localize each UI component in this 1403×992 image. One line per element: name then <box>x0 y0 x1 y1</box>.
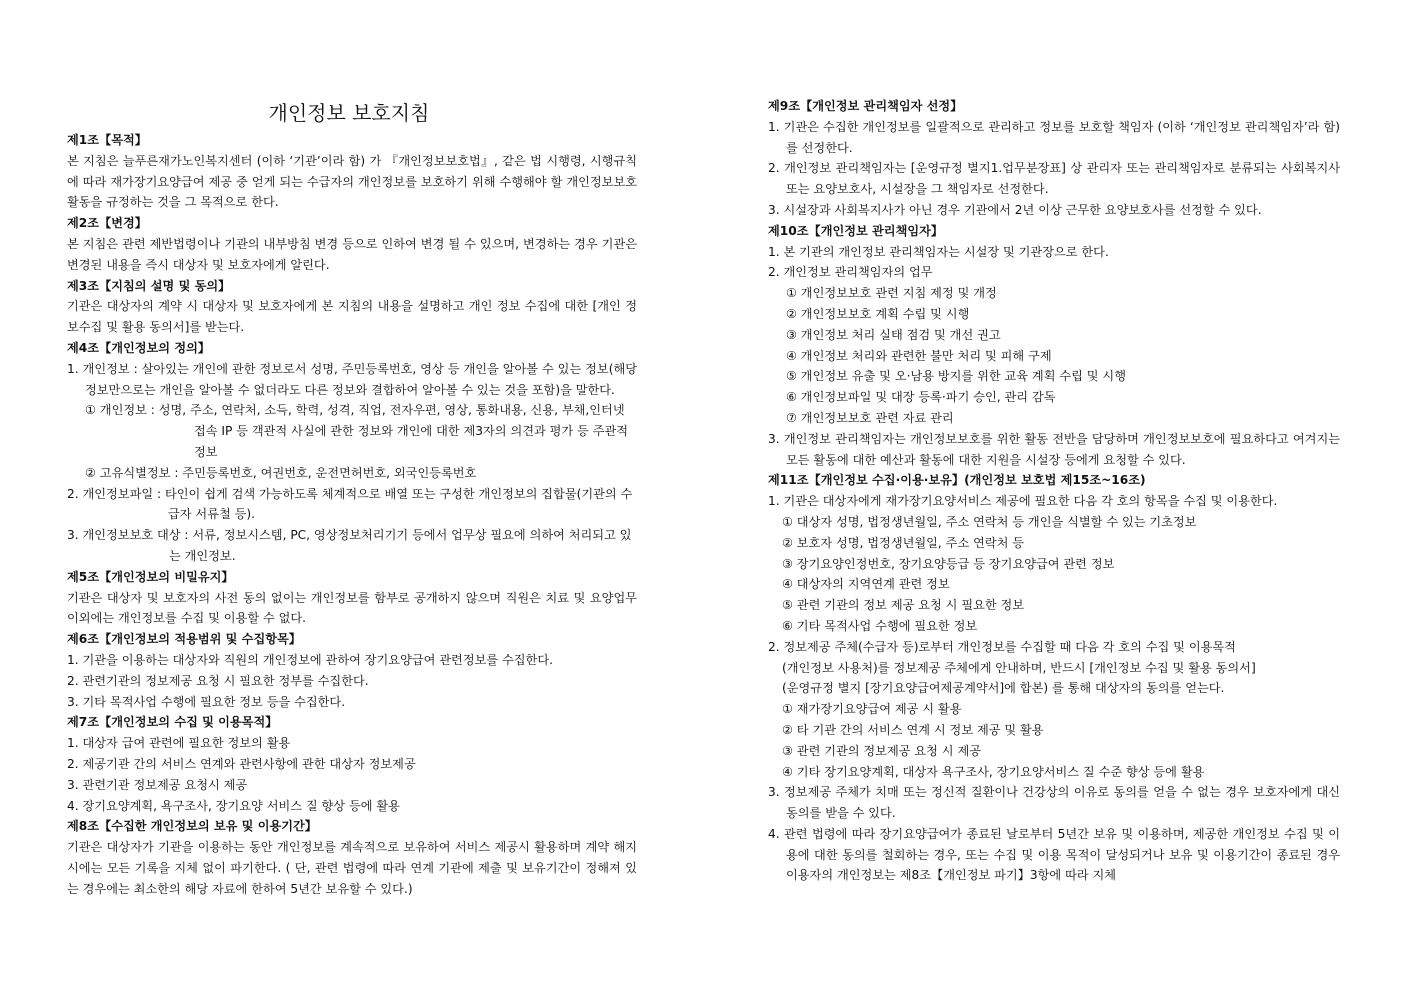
article-4-heading: 제4조【개인정보의 정의】 <box>67 340 211 355</box>
list-item: 2. 제공기관 간의 서비스 연계와 관련사항에 관한 대상자 정보제공 <box>67 756 416 771</box>
list-item: ⑥ 개인정보파일 및 대장 등록·파기 승인, 관리 감독 <box>786 390 1056 405</box>
article-11-item-1: 1. 기관은 대상자에게 재가장기요양서비스 제공에 필요한 다음 각 호의 항목을 수집 및 이용한다. <box>768 494 1278 509</box>
list-item: ④ 개인정보 처리와 관련한 불만 처리 및 피해 구제 <box>786 348 1052 363</box>
list-item: ③ 관련 기관의 정보제공 요청 시 제공 <box>782 743 981 758</box>
article-5-text: 기관은 대상자 및 보호자의 사전 동의 없이는 개인정보를 함부로 공개하지 않으며 직원은 치료 및 요양업무 이외에는 개인정보를 수집 및 이용할 수 없다. <box>67 590 637 626</box>
list-item: 3. 기타 목적사업 수행에 필요한 정보 등을 수집한다. <box>67 694 346 709</box>
list-item: ⑦ 개인정보보호 관련 자료 관리 <box>786 410 954 425</box>
list-item: ⑤ 개인정보 유출 및 오·남용 방지를 위한 교육 계획 수립 및 시행 <box>786 369 1126 384</box>
article-4-item-3: 3. 개인정보보호 대상 : 서류, 정보시스템, PC, 영상정보처리기기 등에서 업무상 필요에 의하여 처리되고 있는 개인정보. <box>67 528 632 563</box>
list-item: ② 개인정보보호 계획 수립 및 시행 <box>786 306 970 321</box>
list-item: ③ 개인정보 처리 실태 점검 및 개선 권고 <box>786 327 1001 342</box>
article-10-item-1: 1. 본 기관의 개인정보 관리책임자는 시설장 및 기관장으로 한다. <box>768 244 1109 259</box>
list-item: 2. 관련기관의 정보제공 요청 시 필요한 정부를 수집한다. <box>67 673 369 688</box>
list-item: 1. 대상자 급여 관련에 필요한 정보의 활용 <box>67 736 291 751</box>
article-4-subitem-1: ① 개인정보 : 성명, 주소, 연락처, 소득, 학력, 성격, 직업, 전자우편, 영상, 통화내용, 신용, 부채,인터넷 접속 IP 등 객관적 사실에 관한 정보와 개인에 대한 제3자의 의견과 평가 등 주관적 정보 <box>85 403 629 459</box>
article-11-item-2-line-2: (개인정보 사용처)를 정보제공 주체에게 안내하며, 반드시 [개인정보 수집 및 활용 동의서] <box>782 660 1256 675</box>
article-2-text: 본 지침은 관련 제반법령이나 기관의 내부방침 변경 등으로 인하여 변경 될 수 있으며, 변경하는 경우 기관은 변경된 내용을 즉시 대상자 및 보호자에게 알린다. <box>67 236 637 272</box>
article-7-heading: 제7조【개인정보의 수집 및 이용목적】 <box>67 715 278 730</box>
article-1-text: 본 지침은 늘푸른재가노인복지센터 (이하 ‘기관’이라 함) 가 『개인정보보호법』, 같은 법 시행령, 시행규칙에 따라 재가장기요양급여 제공 중 얻게 되는 수급자의 개인정보를 보호하기 위해 수행해야 할 개인정보보호 활동을 규정하는 것을 그 목적으로 한다. <box>67 153 637 210</box>
list-item: 2. 개인정보 관리책임자는 [운영규정 별지1.업무분장표] 상 관리자 또는 관리책임자로 분류되는 사회복지사 또는 요양보호사, 시설장을 그 책임자로 선정한다. <box>768 161 1340 197</box>
page-title: 개인정보 보호지침 <box>268 101 430 125</box>
article-1-heading: 제1조【목적】 <box>67 133 147 147</box>
article-10-heading: 제10조【개인정보 관리책임자】 <box>768 223 944 238</box>
list-item: ③ 장기요양인정번호, 장기요양등급 등 장기요양급여 관련 정보 <box>782 556 1115 571</box>
list-item: 3. 시설장과 사회복지사가 아닌 경우 기관에서 2년 이상 근무한 요양보호사를 선정할 수 있다. <box>768 202 1262 217</box>
article-4-subitem-2: ② 고유식별정보 : 주민등록번호, 여권번호, 운전면허번호, 외국인등록번호 <box>85 465 477 480</box>
article-11-heading: 제11조【개인정보 수집·이용·보유】(개인정보 보호법 제15조~16조) <box>768 473 1146 488</box>
article-3-text: 기관은 대상자의 계약 시 대상자 및 보호자에게 본 지침의 내용을 설명하고 개인 정보 수집에 대한 [개인 정보수집 및 활용 동의서]를 받는다. <box>67 299 637 335</box>
list-item: ④ 대상자의 지역연계 관련 정보 <box>782 577 950 592</box>
article-8-heading: 제8조【수집한 개인정보의 보유 및 이용기간】 <box>67 819 317 834</box>
list-item: ② 타 기관 간의 서비스 연계 시 정보 제공 및 활용 <box>782 722 1044 737</box>
article-4-item-1: 1. 개인정보 : 살아있는 개인에 관한 정보로서 성명, 주민등록번호, 영상 등 개인을 알아볼 수 있는 정보(해당 정보만으로는 개인을 알아볼 수 없더라도 다른 정보와 결합하여 알아볼 수 있는 것을 포함)을 말한다. <box>67 361 637 397</box>
article-3-heading: 제3조【지침의 설명 및 동의】 <box>67 278 231 293</box>
article-9-heading: 제9조【개인정보 관리책임자 선정】 <box>768 99 963 113</box>
list-item: ⑤ 관련 기관의 정보 제공 요청 시 필요한 정보 <box>782 598 1025 613</box>
article-8-text: 기관은 대상자가 기관을 이용하는 동안 개인정보를 계속적으로 보유하여 서비스 제공시 활용하며 계약 해지시에는 모든 기록을 지체 없이 파기한다. ( 단, 관련 법령에 따라 연계 기관에 제출 및 보유기간이 정해져 있는 경우에는 최소한의 해당 자료에 한하여 5년간 보유할 수 있다.) <box>67 840 637 896</box>
article-11-item-2-line-1: 2. 정보제공 주체(수급자 등)로부터 개인정보를 수집할 때 다음 각 호의 수집 및 이용목적 <box>768 639 1236 654</box>
article-2-heading: 제2조【변경】 <box>67 216 147 231</box>
list-item: ⑥ 기타 목적사업 수행에 필요한 정보 <box>782 618 978 633</box>
right-column <box>768 96 1340 886</box>
article-11-item-2-line-3: (운영규정 별지 [장기요양급여제공계약서]에 합본) 를 통해 대상자의 동의를 얻는다. <box>782 681 1225 696</box>
list-item: ② 보호자 성명, 법정생년월일, 주소 연락처 등 <box>782 535 1025 550</box>
article-4-item-2: 2. 개인정보파일 : 타인이 쉽게 검색 가능하도록 체계적으로 배열 또는 구성한 개인정보의 집합물(기관의 수급자 서류철 등). <box>67 486 633 522</box>
article-11-item-4: 4. 관련 법령에 따라 장기요양급여가 종료된 날로부터 5년간 보유 및 이용하며, 제공한 개인정보 수집 및 이용에 대한 동의를 철회하는 경우, 또는 수집 및 이용 목적이 달성되거나 보유 및 이용기간이 종료된 경우 이용자의 개인정보는 제8조【개인정보 파기】3항에 따라 지체 <box>768 826 1340 883</box>
article-5-heading: 제5조【개인정보의 비밀유지】 <box>67 569 234 584</box>
article-6-heading: 제6조【개인정보의 적용범위 및 수집항목】 <box>67 632 301 647</box>
list-item: ① 개인정보보호 관련 지침 제정 및 개정 <box>786 286 997 301</box>
article-11-item-3: 3. 정보제공 주체가 치매 또는 정신적 질환이나 건강상의 이유로 동의를 얻을 수 없는 경우 보호자에게 대신 동의를 받을 수 있다. <box>768 785 1340 821</box>
list-item: 1. 기관은 수집한 개인정보를 일괄적으로 관리하고 정보를 보호할 책임자 (이하 ‘개인정보 관리책임자’라 함) 를 선정한다. <box>768 119 1340 155</box>
left-column <box>67 96 637 899</box>
list-item: ④ 기타 장기요양계획, 대상자 욕구조사, 장기요양서비스 질 수준 향상 등에 활용 <box>782 764 1205 779</box>
list-item: 3. 관련기관 정보제공 요청시 제공 <box>67 777 248 792</box>
list-item: ① 대상자 성명, 법정생년월일, 주소 연락처 등 개인을 식별할 수 있는 기초정보 <box>782 514 1197 529</box>
list-item: 1. 기관을 이용하는 대상자와 직원의 개인정보에 관하여 장기요양급여 관련정보를 수집한다. <box>67 652 553 667</box>
article-10-item-3: 3. 개인정보 관리책임자는 개인정보보호를 위한 활동 전반을 담당하며 개인정보보호에 필요하다고 여겨지는 모든 활동에 대한 예산과 활동에 대한 지원을 시설장 등에게 요청할 수 있다. <box>768 431 1340 467</box>
article-10-item-2: 2. 개인정보 관리책임자의 업무 <box>768 265 933 280</box>
list-item: ① 재가장기요양급여 제공 시 활용 <box>782 702 962 717</box>
list-item: 4. 장기요양계획, 욕구조사, 장기요양 서비스 질 향상 등에 활용 <box>67 798 400 813</box>
